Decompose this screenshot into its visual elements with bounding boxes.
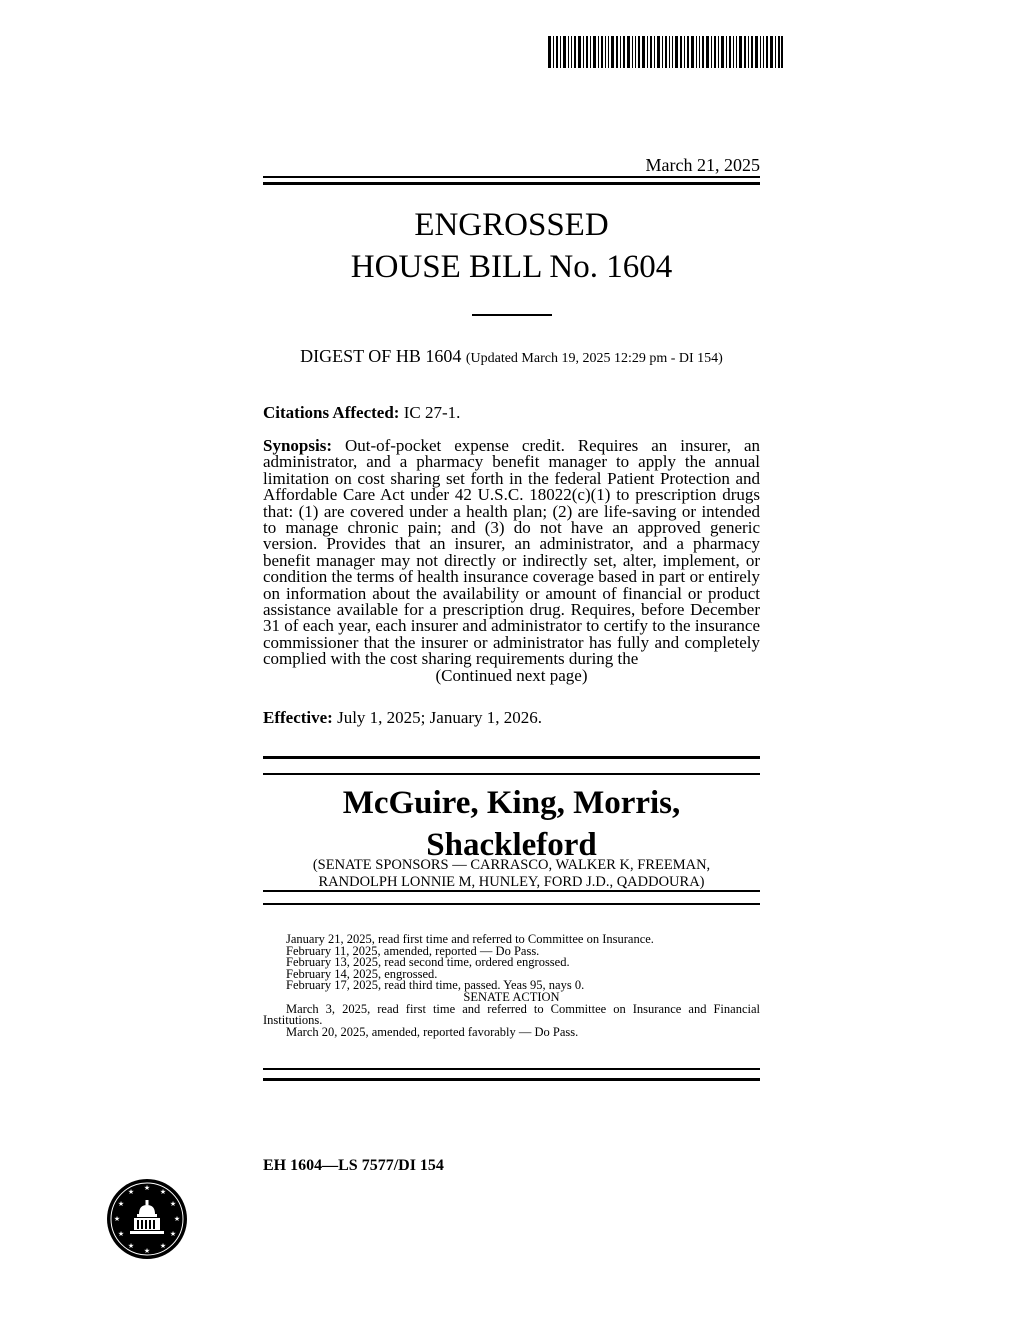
svg-text:★: ★	[169, 1230, 177, 1238]
history-item: March 3, 2025, read first time and referred to Committee on Insurance and Financial Institutions.	[263, 1001, 760, 1028]
svg-text:★: ★	[143, 1184, 151, 1192]
title-divider	[472, 314, 552, 316]
legislative-history	[263, 934, 760, 1038]
history-rule-1	[263, 1068, 760, 1070]
bill-date: March 21, 2025	[645, 155, 760, 175]
history-rule-2	[263, 1078, 760, 1081]
svg-text:★: ★	[117, 1230, 125, 1238]
house-sponsors	[263, 782, 760, 866]
effective-value: July 1, 2025; January 1, 2026.	[337, 708, 543, 727]
svg-text:★: ★	[117, 1200, 125, 1208]
svg-text:★: ★	[113, 1215, 121, 1223]
history-item: February 13, 2025, read second time, ordered engrossed.	[286, 955, 570, 970]
sponsor-rule-top-2	[263, 773, 760, 775]
svg-text:★: ★	[159, 1188, 167, 1196]
citations-value: IC 27-1.	[403, 403, 461, 422]
digest-heading	[263, 345, 760, 370]
history-item: February 14, 2025, engrossed.	[286, 966, 438, 981]
senate-action-heading: SENATE ACTION	[463, 989, 560, 1004]
svg-text:★: ★	[127, 1188, 135, 1196]
synopsis-text: Out-of-pocket expense credit. Requires an insurer, an administrator, and a pharmacy benefit manager to apply the annual limitation on cost sharing set forth in the federal Patient Protection and Affordable Care Act under 42 U.S.C. 18022(c)(1) to prescription drugs that: (1) are covered under a health plan; (2) are life-saving or intended to manage chronic pain; and (3) do not have an approved generic version. Provides that an insurer, an administrator, and a pharmacy benefit manager may not directly or indirectly set, alter, implement, or condition the terms of health insurance coverage based in part or entirely on information about the availability or amount of financial or product assistance available for a prescription drug. Requires, before December 31 of each year, each insurer and administrator to certify to the insurance commissioner that the insurer or administrator has fully and completely complied with the cost sharing requirements during the	[263, 436, 761, 669]
header-rule-thick	[263, 182, 760, 185]
bill-code: EH 1604—LS 7577/DI 154	[263, 1157, 444, 1174]
continued-note: (Continued next page)	[435, 665, 588, 685]
synopsis-label: Synopsis:	[263, 436, 332, 455]
sponsor-rule-top-1	[263, 756, 760, 759]
effective-label: Effective:	[263, 708, 333, 727]
svg-text:★: ★	[127, 1242, 135, 1250]
house-sponsors-line2: Shackleford	[426, 827, 597, 863]
svg-text:★: ★	[169, 1200, 177, 1208]
sponsor-rule-bottom-2	[263, 903, 760, 905]
history-item: February 17, 2025, read third time, passed. Yeas 95, nays 0.	[286, 978, 585, 993]
citations-affected	[263, 405, 760, 421]
barcode-icon	[548, 36, 783, 68]
senate-sponsors	[263, 857, 760, 891]
history-item: March 20, 2025, amended, reported favorably — Do Pass.	[286, 1024, 579, 1039]
svg-text:★: ★	[159, 1242, 167, 1250]
svg-text:★: ★	[173, 1215, 181, 1223]
digest-main: DIGEST OF HB 1604	[300, 346, 462, 366]
history-item: February 11, 2025, amended, reported — Do Pass.	[286, 943, 540, 958]
history-item: January 21, 2025, read first time and referred to Committee on Insurance.	[286, 932, 654, 946]
synopsis	[263, 438, 760, 684]
sponsor-rule-bottom-1	[263, 890, 760, 892]
digest-updated: (Updated March 19, 2025 12:29 pm - DI 154)	[465, 351, 723, 366]
senate-sponsors-line2: RANDOLPH LONNIE M, HUNLEY, FORD J.D., QADDOURA)	[318, 874, 705, 890]
svg-text:★: ★	[143, 1247, 151, 1255]
senate-sponsors-line1: (SENATE SPONSORS — CARRASCO, WALKER K, FREEMAN,	[312, 857, 711, 873]
house-sponsors-line1: McGuire, King, Morris,	[342, 785, 681, 821]
state-seal-icon	[106, 1178, 188, 1260]
bill-title-line1: ENGROSSED	[414, 207, 609, 243]
bill-title-line2: HOUSE BILL No. 1604	[350, 249, 673, 285]
effective-date	[263, 710, 760, 726]
citations-label: Citations Affected:	[263, 403, 400, 422]
header-rule-thin	[263, 176, 760, 178]
